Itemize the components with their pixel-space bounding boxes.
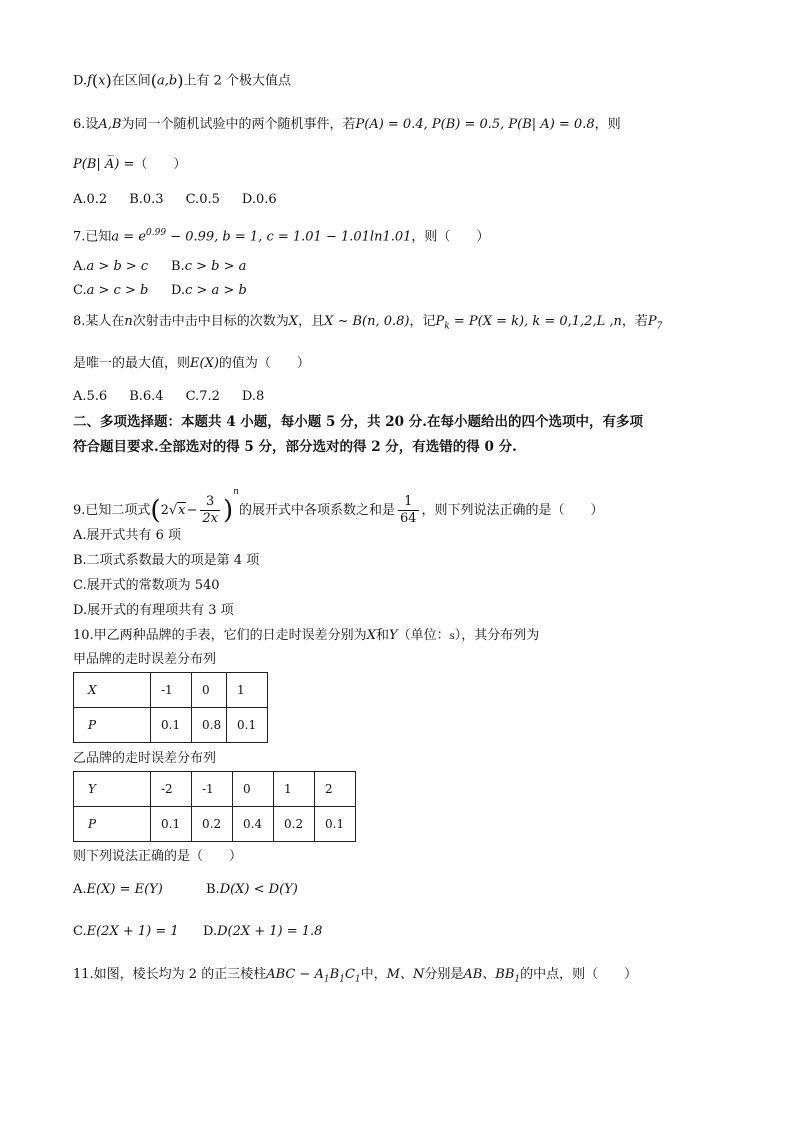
- q6-formula-2: P(B| A̅) =: [73, 157, 135, 172]
- q8-text-2: 次射击中击中目标的次数为: [132, 314, 289, 329]
- q5-option-d: D.f(x)在区间(a,b)上有 2 个极大值点: [73, 71, 292, 90]
- table-row: [74, 807, 356, 842]
- q10-stem: [73, 627, 539, 646]
- table-cell: 0.2: [192, 807, 233, 842]
- frac-numerator: 3: [200, 494, 220, 511]
- table-head-p: P: [74, 807, 151, 842]
- table-head-x: X: [74, 673, 151, 708]
- q8-text-4: ，记: [409, 314, 436, 329]
- table-cell: 1: [274, 772, 315, 807]
- q6-options: [73, 191, 299, 209]
- q7-option-b-formula: c > b > a: [184, 259, 247, 274]
- math-ab-bb: AB、BB: [463, 967, 515, 982]
- q8-formula: = P(X = k), k = 0,1,2,L ,n: [449, 314, 622, 329]
- math-sqrt-x: x: [178, 503, 186, 518]
- q11-stem: [73, 966, 637, 989]
- table-cell: 1: [227, 673, 268, 708]
- q7-text-2: ，则（ ）: [411, 229, 490, 245]
- math-mn: M、N: [386, 967, 425, 982]
- q8-text-6: 是唯一的最大值，则: [73, 356, 191, 371]
- q7-option-c-formula: a > c > b: [86, 283, 149, 298]
- math-sub: 1: [354, 974, 361, 985]
- q7-option-b: B.: [171, 259, 185, 274]
- table-head-y: Y: [74, 772, 151, 807]
- q9-text: 9.已知二项式: [73, 503, 151, 518]
- q10-unit-open: （单位：: [397, 628, 450, 643]
- math-coef: 2: [160, 503, 169, 518]
- table-cell: 0: [192, 673, 227, 708]
- table-cell: -2: [151, 772, 192, 807]
- q7-formula-a: a = e: [111, 229, 147, 245]
- math-x: X: [288, 314, 299, 329]
- q10-option-d-formula: D(2X + 1) = 1.8: [217, 924, 323, 939]
- table-cell: -1: [192, 772, 233, 807]
- math-sub-7: 7: [656, 321, 663, 332]
- math-ab: a,b: [157, 73, 178, 89]
- q8-option-c: C.7.2: [185, 389, 220, 404]
- q10-text-and: 和: [375, 628, 389, 643]
- q8-stem-line2: [73, 355, 310, 373]
- q9-option-d: D.展开式的有理项共有 3 项: [73, 603, 234, 618]
- q7-stem: [73, 224, 489, 246]
- q8-text: 8.某人在: [73, 314, 125, 329]
- q6-text: 6.设: [73, 117, 99, 132]
- q7-text: 7.已知: [73, 229, 112, 245]
- sum-denominator: 64: [399, 511, 417, 526]
- math-sub: 1: [514, 974, 521, 985]
- q10-option-a: A.: [73, 882, 87, 897]
- q8-option-a: A.5.6: [73, 389, 108, 404]
- q10-unit: s: [449, 631, 455, 642]
- q11-text-4: 的中点，则（ ）: [520, 967, 638, 982]
- q10-option-c-formula: E(2X + 1) = 1: [86, 924, 179, 939]
- math-b: B: [329, 967, 340, 982]
- table-cell: 2: [315, 772, 356, 807]
- table-row: [74, 708, 268, 743]
- q8-expectation: E(X): [190, 356, 219, 371]
- q8-text-3: ，且: [298, 314, 325, 329]
- q6-option-d: D.0.6: [241, 192, 277, 207]
- q9-text-3: ，则下列说法正确的是（ ）: [421, 503, 604, 518]
- distribution-table-y: [73, 771, 356, 842]
- table-row: [74, 673, 268, 708]
- q6-formula: P(A) = 0.4, P(B) = 0.5, P(B| A) = 0.8: [355, 117, 595, 132]
- q10-text: 10.甲乙两种品牌的手表，它们的日走时误差分别为: [73, 628, 367, 643]
- math-c: C: [344, 967, 355, 982]
- table-cell: 0.1: [227, 708, 268, 743]
- q7-formula: − 0.99, b = 1, c = 1.01 − 1.01ln1.01: [166, 229, 412, 245]
- q8-stem: [73, 313, 662, 336]
- table-cell: 0.2: [274, 807, 315, 842]
- q8-distribution: X ~ B(n, 0.8): [324, 314, 410, 329]
- q7-option-a: A.: [73, 259, 87, 274]
- q11-prism: ABC − A: [266, 967, 324, 982]
- table-cell: 0.1: [151, 708, 192, 743]
- frac-denominator: 2x: [202, 511, 218, 526]
- math-n: n: [124, 314, 133, 329]
- math-p: P: [435, 314, 445, 329]
- q9-text-2: 的展开式中各项系数之和是: [238, 503, 395, 518]
- math-x: x: [98, 73, 106, 89]
- table-cell: 0.1: [315, 807, 356, 842]
- q10-ask: 则下列说法正确的是（ ）: [73, 849, 243, 864]
- q7-options-row1: [73, 258, 246, 276]
- answer-paren: （ ）: [134, 157, 187, 172]
- q7-option-d: D.: [171, 283, 186, 298]
- q8-options: [73, 388, 286, 406]
- q7-options-row2: [73, 282, 247, 300]
- table-cell: 0.4: [233, 807, 274, 842]
- math-ab: A,B: [98, 117, 122, 132]
- math-sub: 1: [323, 974, 330, 985]
- q6-text-2: 为同一个随机试验中的两个随机事件，若: [121, 117, 356, 132]
- q7-option-a-formula: a > b > c: [86, 259, 149, 274]
- math-y: Y: [388, 628, 398, 643]
- table-cell: -1: [151, 673, 192, 708]
- table-head-p: P: [74, 708, 151, 743]
- q8-text-5: ，若: [621, 314, 648, 329]
- q11-text-3: 分别是: [424, 967, 464, 982]
- math-exponent-n: n: [233, 487, 239, 497]
- table1-title: 甲品牌的走时误差分布列: [73, 652, 217, 667]
- q6-option-b: B.0.3: [129, 192, 164, 207]
- q5-text-2: 上有 2 个极大值点: [183, 73, 292, 89]
- q10-unit-close: ），其分布列为: [454, 628, 540, 643]
- q6-option-c: C.0.5: [185, 192, 220, 207]
- q9-option-a: A.展开式共有 6 项: [73, 528, 182, 543]
- q10-option-c: C.: [73, 924, 87, 939]
- table-cell: 0.8: [192, 708, 227, 743]
- q10-options-row1: [73, 881, 298, 899]
- table-cell: 0: [233, 772, 274, 807]
- q9-option-b: B.二项式系数最大的项是第 4 项: [73, 553, 260, 568]
- q5-text: 在区间: [111, 73, 151, 89]
- q7-exponent: 0.99: [146, 228, 167, 238]
- table-row: [74, 772, 356, 807]
- q8-option-d: D.8: [241, 389, 265, 404]
- table2-title: 乙品牌的走时误差分布列: [73, 751, 217, 766]
- section-heading-line2: 符合题目要求.全部选对的得 5 分，部分选对的得 2 分，有选错的得 0 分.: [73, 439, 517, 455]
- math-x: X: [366, 628, 376, 643]
- q6-stem: [73, 116, 621, 134]
- q11-text: 11.如图，棱长均为 2 的正三棱柱: [73, 967, 267, 982]
- math-sub: 1: [339, 974, 345, 985]
- option-label: D.: [73, 73, 88, 89]
- q9-option-c: C.展开式的常数项为 540: [73, 578, 220, 593]
- q9-stem: 9.已知二项式(2√x− $\frac{3}{2x}$ )$^n$的展开式中各项系数之和是 $\frac{1}{64}$ ，则下列说法正确的是（ ）: [73, 487, 604, 526]
- q10-option-a-formula: E(X) = E(Y): [86, 882, 163, 897]
- q8-option-b: B.6.4: [129, 389, 164, 404]
- q7-option-c: C.: [73, 283, 87, 298]
- q6-text-3: ，则: [594, 117, 621, 132]
- q7-option-d-formula: c > a > b: [185, 283, 247, 298]
- q8-text-7: 的值为（ ）: [218, 356, 310, 371]
- q10-option-b: B.: [206, 882, 220, 897]
- q10-option-d: D.: [203, 924, 218, 939]
- math-sub-k: k: [444, 321, 450, 332]
- table-cell: 0.1: [151, 807, 192, 842]
- q6-option-a: A.0.2: [73, 192, 108, 207]
- math-f: f: [87, 73, 92, 89]
- q10-option-b-formula: D(X) < D(Y): [219, 882, 298, 897]
- q10-options-row2: [73, 923, 322, 941]
- q6-stem-line2: [73, 156, 186, 174]
- sum-numerator: 1: [398, 494, 419, 511]
- section-heading: 二、多项选择题：本题共 4 小题，每小题 5 分，共 20 分.在每小题给出的四个选项中，有多项: [73, 414, 643, 430]
- q11-text-2: 中，: [360, 967, 387, 982]
- math-p7: P: [647, 314, 657, 329]
- distribution-table-x: [73, 672, 268, 743]
- math-minus: −: [186, 503, 198, 518]
